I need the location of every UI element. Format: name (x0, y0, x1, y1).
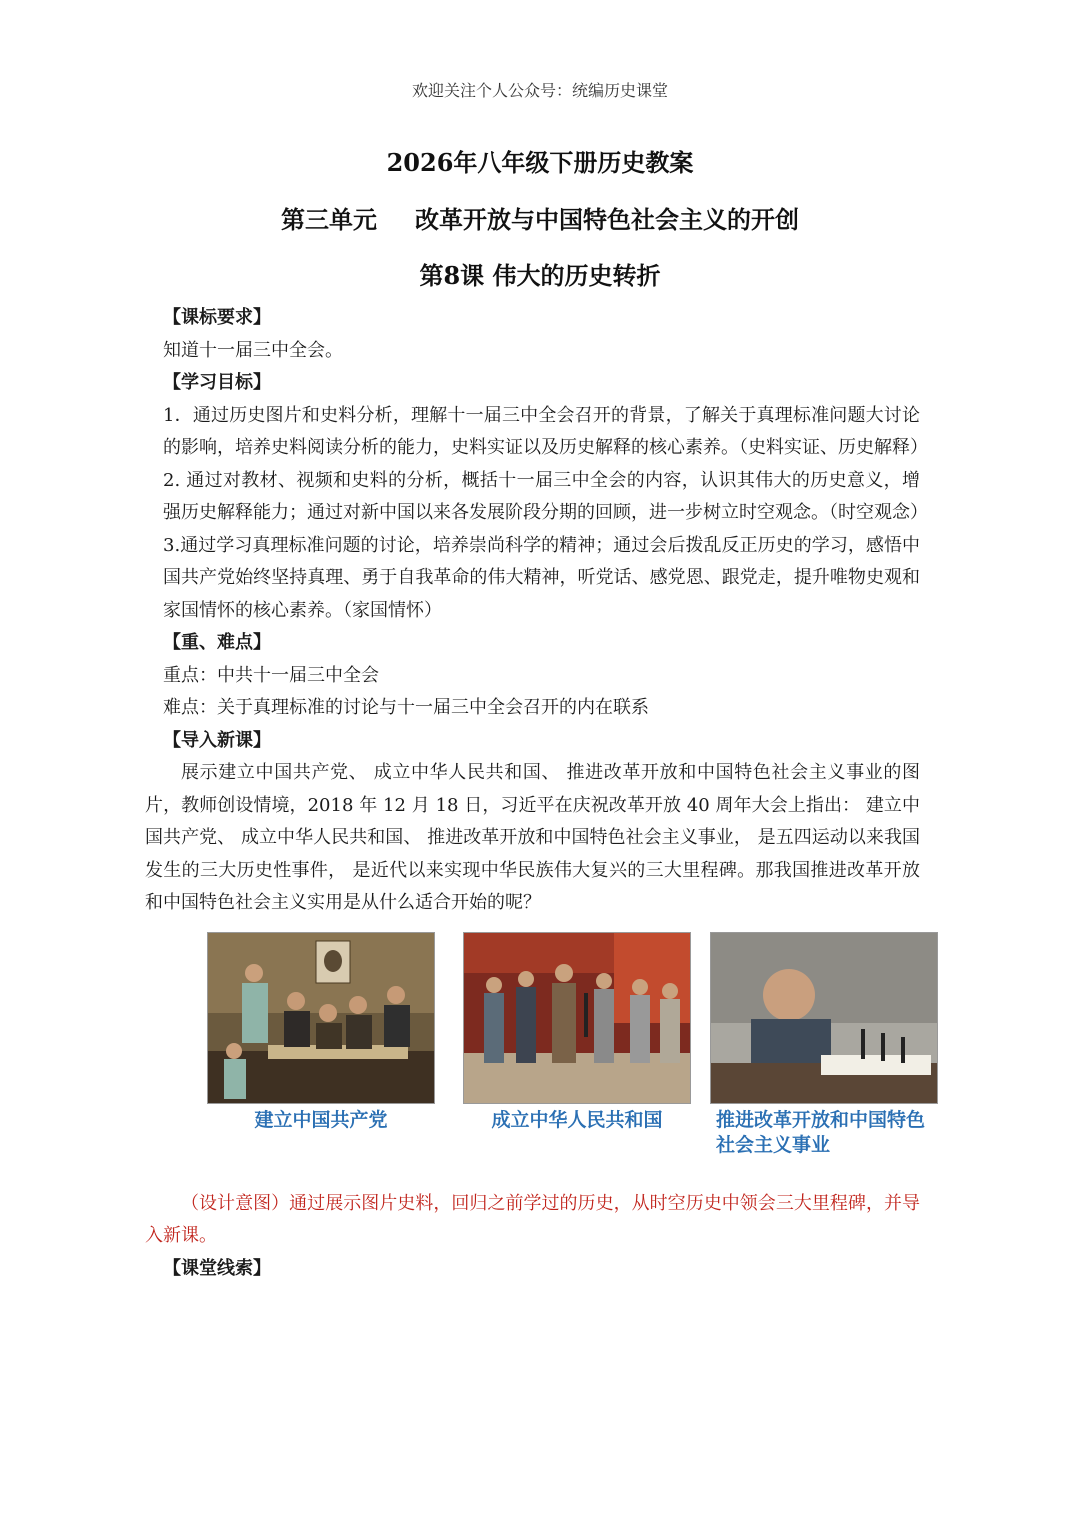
photo-reform-opening (710, 932, 938, 1104)
header-note: 欢迎关注个人公众号：统编历史课堂 (411, 81, 668, 100)
design-note: （设计意图）通过展示图片史料，回归之前学过的历史，从时空历史中领会三大里程碑，并导入新课。 (145, 1192, 920, 1246)
figure-row (145, 932, 926, 1184)
difficulty-point: 难点：关于真理标准的讨论与十一届三中全会召开的内在联系 (163, 697, 649, 718)
clues-heading: 【课堂线索】 (163, 1257, 271, 1279)
figure-reform-opening (710, 932, 938, 1158)
goal-item-1: 1．通过历史图片和史料分析，理解十一届三中全会召开的背景，了解关于真理标准问题大讨论的影响，培养史料阅读分析的能力，史料实证以及历史解释的核心素养。（史料实证、历史解释） (163, 404, 928, 458)
caption-cpc-founding: 建立中国共产党 (254, 1108, 388, 1131)
keypoints-heading: 【重、难点】 (163, 632, 271, 653)
standard-text: 知道十一届三中全会。 (163, 339, 343, 361)
goal-item-3: 3.通过学习真理标准问题的讨论，培养崇尚科学的精神；通过会后拨乱反正历史的学习，感悟中国共产党始终坚持真理、勇于自我革命的伟大精神，听党话、感党恩、跟党走，提升唯物史观和家国情怀的核心素养。（家国情怀） (163, 534, 920, 621)
document-title: 2026年八年级下册历史教案 (386, 148, 694, 177)
photo-prc-founding (463, 932, 691, 1104)
unit-label: 第三单元 (281, 205, 377, 234)
figure-cpc-founding (207, 932, 435, 1133)
goals-heading: 【学习目标】 (163, 372, 271, 393)
intro-text: 展示建立中国共产党、 成立中华人民共和国、 推进改革开放和中国特色社会主义事业的图片，教师创设情境，2018 年 12 月 18 日，习近平在庆祝改革开放 40 周年大会上指出： 建立中国共产党、 成立中华人民共和国、 推进改革开放和中国特色社会主义事业， 是五四运动以来我国发生的三大历史性事件， 是近代以来实现中华民族伟大复兴的三大里程碑。那我国推进改革开放和中国特色社会主义实用是从什么适合开始的呢？ (145, 762, 920, 913)
standard-heading: 【课标要求】 (163, 307, 271, 328)
lesson-content (145, 302, 928, 1285)
caption-prc-founding: 成立中华人民共和国 (491, 1108, 663, 1131)
figure-prc-founding (463, 932, 691, 1133)
intro-heading: 【导入新课】 (163, 729, 271, 751)
key-point: 重点：中共十一届三中全会 (163, 664, 379, 686)
caption-reform-opening: 推进改革开放和中国特色社会主义事业 (716, 1108, 926, 1156)
unit-title (0, 200, 1080, 235)
unit-name: 改革开放与中国特色社会主义的开创 (415, 205, 799, 234)
photo-cpc-founding (207, 932, 435, 1104)
lesson-title: 第8课 伟大的历史转折 (419, 261, 661, 290)
goal-item-2: 2. 通过对教材、视频和史料的分析，概括十一届三中全会的内容，认识其伟大的历史意义，增强历史解释能力；通过对新中国以来各发展阶段分期的回顾，进一步树立时空观念。（时空观念） (163, 469, 928, 523)
